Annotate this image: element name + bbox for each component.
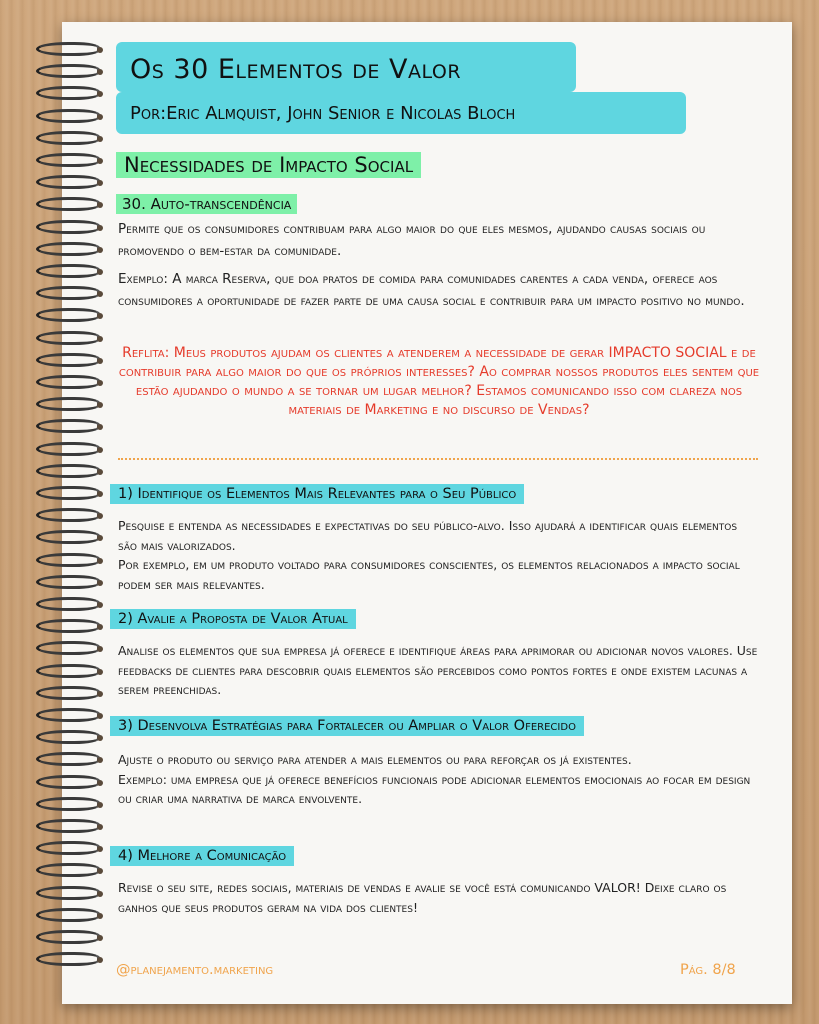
item-title: 30. Auto-transcendência — [116, 194, 297, 214]
spiral-ring — [36, 397, 100, 411]
spiral-ring — [36, 464, 100, 478]
step-1-body — [118, 516, 758, 594]
spiral-ring — [36, 109, 100, 123]
spiral-ring — [36, 530, 100, 544]
spiral-ring — [36, 419, 100, 433]
spiral-ring — [36, 730, 100, 744]
spiral-ring — [36, 353, 100, 367]
spiral-ring — [36, 264, 100, 278]
spiral-ring — [36, 220, 100, 234]
spiral-ring — [36, 86, 100, 100]
spiral-ring — [36, 42, 100, 56]
spiral-ring — [36, 131, 100, 145]
step-1-body-p2: Por exemplo, em um produto voltado para consumidores conscientes, os elementos relacionados a impacto social podem ser mais relevantes. — [118, 557, 740, 592]
spiral-ring — [36, 575, 100, 589]
spiral-ring — [36, 952, 100, 966]
spiral-ring — [36, 819, 100, 833]
step-4-title: 4) Melhore a Comunicação — [110, 846, 294, 866]
spiral-ring — [36, 908, 100, 922]
spiral-ring — [36, 308, 100, 322]
spiral-ring — [36, 442, 100, 456]
step-1-body-p1: Pesquise e entenda as necessidades e expectativas do seu público-alvo. Isso ajudará a identificar quais elementos são mais valorizados. — [118, 518, 738, 553]
spiral-ring — [36, 619, 100, 633]
spiral-ring — [36, 708, 100, 722]
reflection-text: Reflita: Meus produtos ajudam os clientes a atenderem a necessidade de gerar IMPACTO SOCIAL e de contribuir para algo maior do que os próprios interesses? Ao comprar nossos produtos eles sentem que estão ajudando o mundo a se tornar um lugar melhor? Estamos comunicando isso com clareza nos materiais de Marketing e no discurso de Vendas? — [118, 345, 760, 418]
spiral-ring — [36, 331, 100, 345]
page-subtitle: Por:Eric Almquist, John Senior e Nicolas Bloch — [130, 103, 516, 124]
spiral-ring — [36, 797, 100, 811]
item-description: Permite que os consumidores contribuam para algo maior do que eles mesmos, ajudando causas sociais ou promovendo o bem-estar da comunidade. — [118, 221, 706, 259]
spiral-ring — [36, 775, 100, 789]
step-3-title: 3) Desenvolva Estratégias para Fortalecer ou Ampliar o Valor Oferecido — [110, 716, 584, 736]
step-3-body-p1: Ajuste o produto ou serviço para atender a mais elementos ou para reforçar os já existentes. — [118, 752, 632, 767]
step-3-body — [118, 750, 758, 809]
spiral-ring — [36, 664, 100, 678]
spiral-ring — [36, 175, 100, 189]
step-2-title: 2) Avalie a Proposta de Valor Atual — [110, 609, 356, 629]
spiral-ring — [36, 752, 100, 766]
step-3-body-p2: Exemplo: uma empresa que já oferece benefícios funcionais pode adicionar elementos emocionais ao focar em design ou criar uma narrativa de marca envolvente. — [118, 771, 751, 806]
spiral-ring — [36, 375, 100, 389]
spiral-ring — [36, 886, 100, 900]
item-example: Exemplo: A marca Reserva, que doa pratos de comida para comunidades carentes a cada venda, oferece aos consumidores a oportunidade de fazer parte de uma causa social e contribuir para um impacto positivo no mundo. — [118, 271, 745, 309]
spiral-ring — [36, 286, 100, 300]
spiral-ring — [36, 841, 100, 855]
page-number: Pág. 8/8 — [680, 962, 736, 978]
spiral-ring — [36, 930, 100, 944]
spiral-ring — [36, 863, 100, 877]
instagram-handle: @planejamento.marketing — [116, 962, 274, 978]
spiral-ring — [36, 242, 100, 256]
spiral-ring — [36, 64, 100, 78]
section-title: Necessidades de Impacto Social — [116, 152, 421, 178]
dotted-divider — [118, 458, 758, 460]
spiral-ring — [36, 153, 100, 167]
spiral-ring — [36, 553, 100, 567]
step-1-title: 1) Identifique os Elementos Mais Relevantes para o Seu Público — [110, 484, 524, 504]
spiral-ring — [36, 508, 100, 522]
spiral-ring — [36, 686, 100, 700]
spiral-ring — [36, 641, 100, 655]
step-4-body: Revise o seu site, redes sociais, materiais de vendas e avalie se você está comunicando VALOR! Deixe claro os ganhos que seus produtos geram na vida dos clientes! — [118, 880, 727, 915]
spiral-binding — [36, 42, 106, 982]
spiral-ring — [36, 597, 100, 611]
spiral-ring — [36, 486, 100, 500]
step-2-body: Analise os elementos que sua empresa já oferece e identifique áreas para aprimorar ou adicionar novos valores. Use feedbacks de clientes para descobrir quais elementos são percebidos como pontos fortes e onde existem lacunas a serem preenchidas. — [118, 643, 758, 697]
page-title: Os 30 Elementos de Valor — [130, 54, 462, 85]
spiral-ring — [36, 197, 100, 211]
